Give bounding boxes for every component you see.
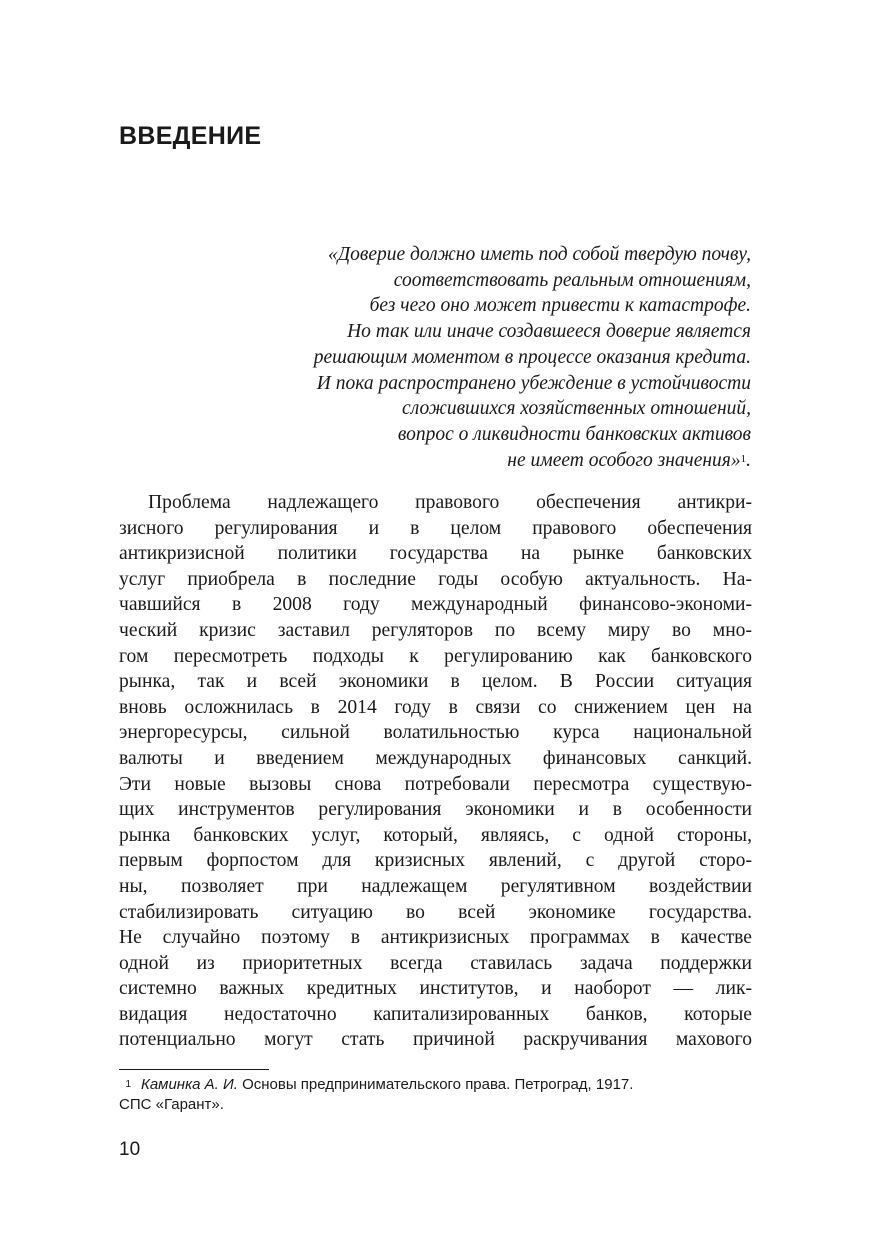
body-line: вновь осложнилась в 2014 году в связи со снижением цен на bbox=[119, 696, 752, 718]
footnote-reference[interactable]: 1 bbox=[740, 452, 747, 465]
body-line: стабилизировать ситуацию во всей экономике государства. bbox=[119, 901, 752, 923]
body-line: зисного регулирования и в целом правового обеспечения bbox=[119, 517, 752, 539]
body-line: потенциально могут стать причиной раскручивания махового bbox=[119, 1029, 752, 1051]
body-line: рынка, так и всей экономики в целом. В России ситуация bbox=[119, 671, 752, 693]
epigraph-line: соответствовать реальным отношениям, bbox=[393, 269, 751, 291]
body-line: гом пересмотреть подходы к регулированию как банковского bbox=[119, 645, 752, 667]
epigraph-last-line bbox=[200, 448, 751, 474]
epigraph-line: вопрос о ликвидности банковских активов bbox=[397, 423, 751, 445]
body-line: валюты и введением международных финансовых санкций. bbox=[119, 747, 752, 769]
footnote-text: Основы предпринимательского права. Петроград, 1917. bbox=[242, 1076, 634, 1093]
body-line: рынка банковских услуг, который, являясь, с одной стороны, bbox=[119, 824, 752, 846]
page-number: 10 bbox=[119, 1139, 141, 1160]
epigraph-end-punct: . bbox=[746, 449, 751, 471]
epigraph-line: не имеет особого значения» bbox=[507, 449, 741, 471]
body-line: щих инструментов регулирования экономики и в особенности bbox=[119, 799, 752, 821]
epigraph-line: Но так или иначе создавшееся доверие является bbox=[347, 321, 751, 343]
body-line: энергоресурсы, сильной волатильностью курса национальной bbox=[119, 722, 752, 744]
body-line: Эти новые вызовы снова потребовали пересмотра существую- bbox=[119, 773, 752, 795]
body-line: ны, позволяет при надлежащем регулятивном воздействии bbox=[119, 875, 752, 897]
body-line: ческий кризис заставил регуляторов по всему миру во мно- bbox=[119, 619, 752, 641]
body-line: антикризисной политики государства на рынке банковских bbox=[119, 543, 752, 565]
epigraph-line: решающим моментом в процессе оказания кредита. bbox=[313, 346, 751, 368]
epigraph bbox=[200, 242, 751, 473]
body-line: одной из приоритетных всегда ставилась задача поддержки bbox=[119, 952, 752, 974]
epigraph-line: сложившихся хозяйственных отношений, bbox=[402, 398, 751, 420]
body-line: Не случайно поэтому в антикризисных программах в качестве bbox=[119, 927, 752, 949]
footnote bbox=[119, 1075, 752, 1115]
body-line: видация недостаточно капитализированных банков, которые bbox=[119, 1003, 752, 1025]
epigraph-line: без чего оно может привести к катастрофе. bbox=[369, 295, 751, 317]
body-line: Проблема надлежащего правового обеспечения антикри- bbox=[148, 492, 752, 513]
epigraph-line: «Доверие должно иметь под собой твердую почву, bbox=[327, 244, 751, 265]
footnote-line bbox=[119, 1075, 752, 1095]
chapter-heading: ВВЕДЕНИЕ bbox=[119, 122, 262, 150]
footnote-author: Каминка А. И. bbox=[141, 1076, 238, 1093]
body-paragraph bbox=[119, 490, 752, 1053]
body-line: первым форпостом для кризисных явлений, с другой сторо- bbox=[119, 850, 752, 872]
epigraph-line: И пока распространено убеждение в устойчивости bbox=[316, 372, 751, 394]
footnote-number: 1 bbox=[125, 1079, 131, 1090]
footnote-divider bbox=[119, 1069, 269, 1070]
body-line: системно важных кредитных институтов, и наоборот — лик- bbox=[119, 978, 752, 1000]
body-line: услуг приобрела в последние годы особую актуальность. На- bbox=[119, 568, 752, 590]
footnote-continuation: СПС «Гарант». bbox=[119, 1096, 224, 1113]
body-line: чавшийся в 2008 году международный финансово-экономи- bbox=[119, 594, 752, 616]
